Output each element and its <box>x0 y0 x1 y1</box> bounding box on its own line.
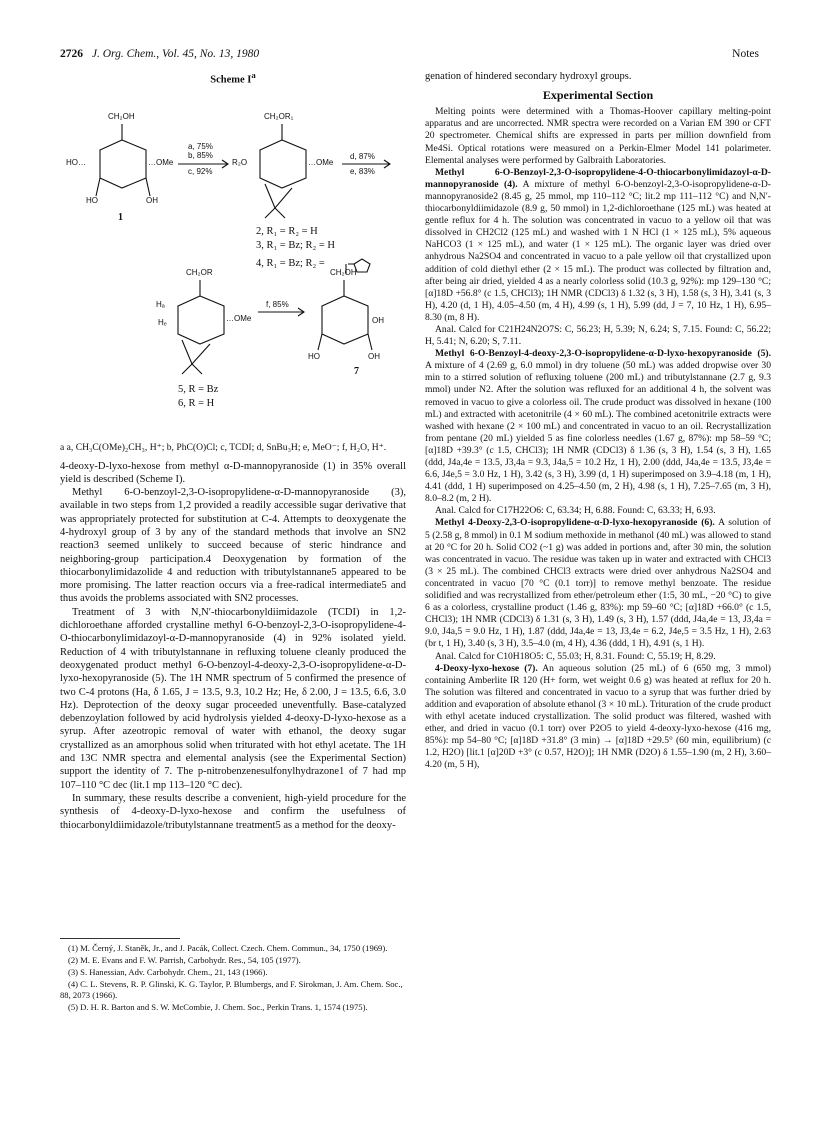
procedure-6-title: Methyl 4-Deoxy-2,3-O-isopropylidene-α-D-lyxo-hexopyranoside (6). <box>435 517 715 529</box>
general-methods: Melting points were determined with a Thomas-Hoover capillary melting-point apparatus and are uncorrected. NMR spectra were recorded on a Varian EM 390 or CFT 20 spectrometer. Chemical shifts are expressed in parts per million downfield from Me4Si. Optical rotations were measured on a Perkin-Elmer Model 141 polarimeter. Elemental analyses were performed by Galbraith Laboratories. <box>425 106 771 166</box>
footnote-3: (3) S. Hanessian, Adv. Carbohydr. Chem., 21, 143 (1966). <box>68 967 268 977</box>
analysis-4: Anal. Calcd for C21H24N2O7S: C, 56.23; H, 5.39; N, 6.24; S, 7.15. Found: C, 56.22; H, 5.41; N, 6.20; S, 7.11. <box>425 323 771 348</box>
left-column <box>60 70 406 832</box>
scheme-title: Scheme $I^a$ <box>210 70 256 86</box>
cmpd5-ha: Hₐ <box>156 299 165 309</box>
procedure-4-title: Methyl 6-O-Benzoyl-2,3-O-isopropylidene-4-O-thiocarbonylimidazoyl-α-D-mannopyranoside (4). <box>425 166 771 190</box>
arrow1-reagent-a: a, 75% <box>188 141 213 151</box>
procedure-6 <box>425 517 771 650</box>
cmpd1-oh-bottom: OH <box>146 195 158 205</box>
body-paragraph-3: Treatment of 3 with N,N′-thiocarbonyldiimidazole (TCDI) in 1,2-dichloroethane afforded crystalline methyl 6-O-benzoyl-2,3-O-isopropylidene-4-O-thiocarbonylimidazoyl-α-D-mannopyranoside (4) in 92% isolated yield. Reduction of 4 with tributylstannane in refluxing toluene cleanly produced the deoxygenated product methyl 6-O-benzoyl-4-deoxy-2,3-O-isopropylidene-α-D-lyxo-hexopyranoside (5). The 1H NMR spectrum of 5 confirmed the presence of two C-4 protons (Ha, δ 1.65, J = 13.5, 9.3, 10.2 Hz; He, δ 2.00, J = 13.5, 6.6, 3.0 Hz). Deprotection of the deoxy sugar proceeded uneventfully. Base-catalyzed debenzoylation followed by acid hydrolysis yielded 4-deoxy-D-lyxo-hexose as a syrup. After azeotropic removal of water with ethanol, the deoxy sugar crystallized as an amorphous solid when triturated with hot ethyl acetate. The 1H and 13C NMR spectra and elemental analysis (see the Experimental Section) support the identity of 7. The p-nitrobenzenesulfonylhydrazone1 of 7 had mp 107–110 °C dec (lit.1 mp 113–120 °C dec). <box>60 606 406 791</box>
scheme-footnote: a a, CH₃C(OMe)₂CH₃, H⁺; b, PhC(O)Cl; c, TCDI; d, SnBu₃H; e, MeO⁻; f, H₂O, H⁺. <box>60 441 387 453</box>
procedure-5-body: A mixture of 4 (2.69 g, 6.0 mmol) in dry toluene (50 mL) was added dropwise over 30 min to a stirred solution of refluxing toluene (200 mL) and tributylstannane (2.7 g, 9.3 mmol) under N2. After the solution was refluxed for an additional 4 h, the solvent was removed in vacuo to give a colorless oil. The crude product was dissolved in hexane (100 mL) and extracted with acetonitrile (4 × 60 mL). The combined acetonitrile extracts were washed with hexane (2 × 100 mL) and concentrated in vacuo to an oil. Recrystallization from pentane (20 mL) yielded 5 as fine colorless needles (1.67 g, 87%): mp 58–59 °C; [α]18D +39.3° (c 1.5, CHCl3); 1H NMR (CDCl3) δ 1.36 (s, 3 H), 1.54 (s, 3 H), 1.65 (ddd, J4a,4e = 13.5, J3,4a = 9.3, J4a,5 = 10.2 Hz, 1 H), 2.00 (ddd, J4a,4e = 13.5, J3,4e = 6.6, J4e,5 = 3.0 Hz, 1 H), 3.42 (s, 3 H), 3.99 (d, 1 H) superimposed on 3.9–4.18 (m, 1 H), 4.41 (ddd, 1 H) superimposed on 4.25–4.50 (m, 2 H), 4.98 (s, 1 H), 7.25–7.65 (m, 3 H), 8.0–8.2 (m, 2 H). <box>425 360 771 505</box>
intro-continuation: genation of hindered secondary hydroxyl groups. <box>425 71 632 82</box>
cmpd1-ho-bottom: HO <box>86 195 98 205</box>
cmpd1-ome: …OMe <box>148 157 174 167</box>
journal-citation: J. Org. Chem., Vol. 45, No. 13, 1980 <box>91 48 260 60</box>
arrow1-reagent-c: c, 92% <box>188 166 213 176</box>
cmpd2-ome: …OMe <box>308 157 334 167</box>
procedure-7 <box>425 663 771 772</box>
footnote-1: (1) M. Černý, J. Staněk, Jr., and J. Pacák, Collect. Czech. Chem. Commun., 34, 1750 (1969). <box>68 943 388 953</box>
reaction-scheme <box>60 88 406 438</box>
arrow2-reagent-e: e, 83% <box>350 166 375 176</box>
cmpd5-ome: …OMe <box>226 313 252 323</box>
ring-compound-7 <box>322 296 368 344</box>
label-compound-4: 4, R₁ = Bz; R₂ = <box>256 257 325 269</box>
procedure-6-body: A solution of 5 (2.58 g, 8 mmol) in 0.1 M sodium methoxide in methanol (40 mL) was allowed to stand at 20 °C for 20 h. Solid CO2 (~1 g) was added in portions and, after 30 min, the solution was concentrated in vacuo. The residue was taken up in water and extracted with CHCl3 (3 × 25 mL). The combined CHCl3 extracts were dried over anhydrous Na2SO4 and concentrated in vacuo [70 °C (0.1 torr)] to remove methyl benzoate. The residue solidified and was recrystallized from ether/petroleum ether (1:5, 30 mL, −20 °C) to give 6 as a colorless, crystalline product (1.46 g, 83%): mp 59–60 °C; [α]18D +66.0° (c 1.5, CHCl3); 1H NMR (CDCl3) δ 1.31 (s, 3 H), 1.49 (s, 3 H), 1.57 (ddd, J4a,4e = 13, J3,4a = 9.0, J4a,5 = 9.0 Hz, 1 H), 1.87 (ddd, J4a,4e = 13, J3,4e = 6.2, J4e,5 = 3.5 Hz, 1 H), 2.63 (br t, 1 H), 3.40 (s, 3 H), 3.5–4.0 (m, 4 H), 4.36 (ddd, 1 H), 4.91 (s, 1 H). <box>425 517 771 650</box>
cmpd1-ho-left: HO… <box>66 157 86 167</box>
procedure-7-title: 4-Deoxy-lyxo-hexose (7). <box>435 662 538 674</box>
cmpd5-he: Hₑ <box>158 317 167 327</box>
footnote-4: (4) C. L. Stevens, R. P. Glinski, K. G. Taylor, P. Blumbergs, and F. Sirokman, J. Am. Chem. Soc., 88, 2073 (1966). <box>60 979 403 1000</box>
body-paragraph-2: Methyl 6-O-benzoyl-2,3-O-isopropylidene-α-D-mannopyranoside (3), available in two steps from 1,2 provided a readily accessible sugar derivative that was appropriately protected for substitution at C-4. Attempts to deoxygenate the 4-hydroxyl group of 3 by any of the standard methods that involve an SN2 reaction3 seemed unlikely to succeed because of steric hindrance and neighboring-group participation.4 Deoxygenation by formation of the thiocarbonylimidazolide 4 and reduction with tributylstannane5 appeared to be more promising. The latter reaction occurs via a free-radical intermediate5 and thus avoids the problems associated with SN2 processes. <box>60 487 406 605</box>
procedure-4 <box>425 167 771 324</box>
ring-compound-5 <box>178 296 224 344</box>
label-compound-2: 2, R₁ = R₂ = H <box>256 225 318 237</box>
cmpd2-ch2or1: CH₂OR₁ <box>264 111 294 121</box>
cmpd7-ch2oh: CH₂OH <box>330 267 357 277</box>
cmpd5-ch2or: CH₂OR <box>186 267 213 277</box>
procedure-4-body: A mixture of methyl 6-O-benzoyl-2,3-O-isopropylidene-α-D-mannopyranoside2 (8.45 g, 25 mmol, mp 110–112 °C; lit.2 mp 111–112 °C) and N,N′-thiocarbonyldiimidazole (8.9 g, 50 mmol) in 1,2-dichloroethane (125 mL) was heated at gentle reflux for 4 h. The solution was concentrated in vacuo to a yellow oil that was dissolved in CH2Cl2 (125 mL) and washed with 1 N HCl (1 × 125 mL), 5% aqueous NaHCO3 (1 × 125 mL), and water (1 × 125 mL). The organic layer was dried over anhydrous Na2SO4 and concentrated in vacuo to a pale yellow oil that crystallized upon addition of cold diethyl ether (2 × 15 mL). The product was collected by filtration and, after being air dried, yielded 4 as a nearly colorless solid (10.3 g, 92%): mp 129–130 °C; [α]18D +56.8° (c 1.5, CHCl3); 1H NMR (CDCl3) δ 1.32 (s, 3 H), 1.58 (s, 3 H), 3.41 (s, 3 H), 4.20 (d, 1 H), 4.05–4.50 (m, 4 H), 4.99 (s, 1 H), 5.99 (dd, J = 7, 10 Hz, 1 H), 6.95–8.30 (m, 8 H). <box>425 178 771 323</box>
analysis-6: Anal. Calcd for C10H18O5: C, 55.03; H, 8.31. Found: C, 55.19; H, 8.29. <box>435 650 716 662</box>
label-compound-5: 5, R = Bz <box>178 383 219 395</box>
ring-compound-2 <box>260 140 306 188</box>
scheme-structures <box>60 88 406 438</box>
cmpd7-ho-bottom: HO <box>308 351 320 361</box>
analysis-5: Anal. Calcd for C17H22O6: C, 63.34; H, 6.88. Found: C, 63.33; H, 6.93. <box>435 505 716 517</box>
cmpd1-ch2oh: CH₂OH <box>108 111 135 121</box>
page-number: 2726 <box>60 48 83 60</box>
arrow2-reagent-d: d, 87% <box>350 151 375 161</box>
ring-compound-1 <box>100 140 146 188</box>
section-heading: Experimental Section <box>542 88 654 103</box>
cmpd2-r2o: R₂O <box>232 157 248 167</box>
footnotes <box>60 938 406 1014</box>
cmpd7-oh-right: OH <box>372 315 384 325</box>
arrow1-reagent-b: b, 85% <box>188 150 213 160</box>
cmpd1-number: 1 <box>118 211 123 223</box>
right-column <box>425 70 771 771</box>
procedure-5-title: Methyl 6-O-Benzoyl-4-deoxy-2,3-O-isopropylidene-α-D-lyxo-hexopyranoside (5). <box>435 348 771 360</box>
arrow3-reagent-f: f, 85% <box>266 299 289 309</box>
body-paragraph-1: 4-deoxy-D-lyxo-hexose from methyl α-D-mannopyranoside (1) in 35% overall yield is described (Scheme I). <box>60 460 406 485</box>
footnote-2: (2) M. E. Evans and F. W. Parrish, Carbohydr. Res., 54, 105 (1977). <box>68 955 301 965</box>
procedure-5 <box>425 348 771 505</box>
cmpd7-number: 7 <box>354 365 359 377</box>
body-paragraph-4: In summary, these results describe a convenient, high-yield procedure for the synthesis of 4-deoxy-D-lyxo-hexose and confirm the usefulness of thiocarbonyldiimidazole/tributylstannane treatment5 as a method for the deoxy- <box>60 792 406 831</box>
label-compound-3: 3, R₁ = Bz; R₂ = H <box>256 239 335 251</box>
section-label: Notes <box>732 48 759 60</box>
label-compound-6: 6, R = H <box>178 397 215 409</box>
running-header <box>60 48 259 60</box>
procedure-7-body: An aqueous solution (25 mL) of 6 (650 mg, 3 mmol) containing Amberlite IR 120 (H+ form, wet weight 0.6 g) was heated at reflux for 20 h. The solution was filtered and concentrated in vacuo to a syrup that was further dried by addition and evaporation of absolute ethanol (3 × 10 mL). Trituration of the crude product with ethyl acetate induced crystallization. The solid product was filtered, washed with ether, and dried in vacuo (0.1 torr) over P2O5 to yield 4-deoxy-lyxo-hexose (416 mg, 85%): mp 54–80 °C; [α]18D +31.8° (3 min) → [α]18D +29.5° (60 min, equilibrium) (c 1.2, H2O) [lit.1 [α]20D +3° (c 0.57, H2O)]; 1H NMR (D2O) δ 1.55–1.90 (m, 2 H), 3.60–4.20 (m, 5 H), <box>425 662 771 771</box>
cmpd7-oh-bottom: OH <box>368 351 380 361</box>
footnote-rule <box>60 938 180 939</box>
footnote-5: (5) D. H. R. Barton and S. W. McCombie, J. Chem. Soc., Perkin Trans. 1, 1574 (1975). <box>68 1002 368 1012</box>
